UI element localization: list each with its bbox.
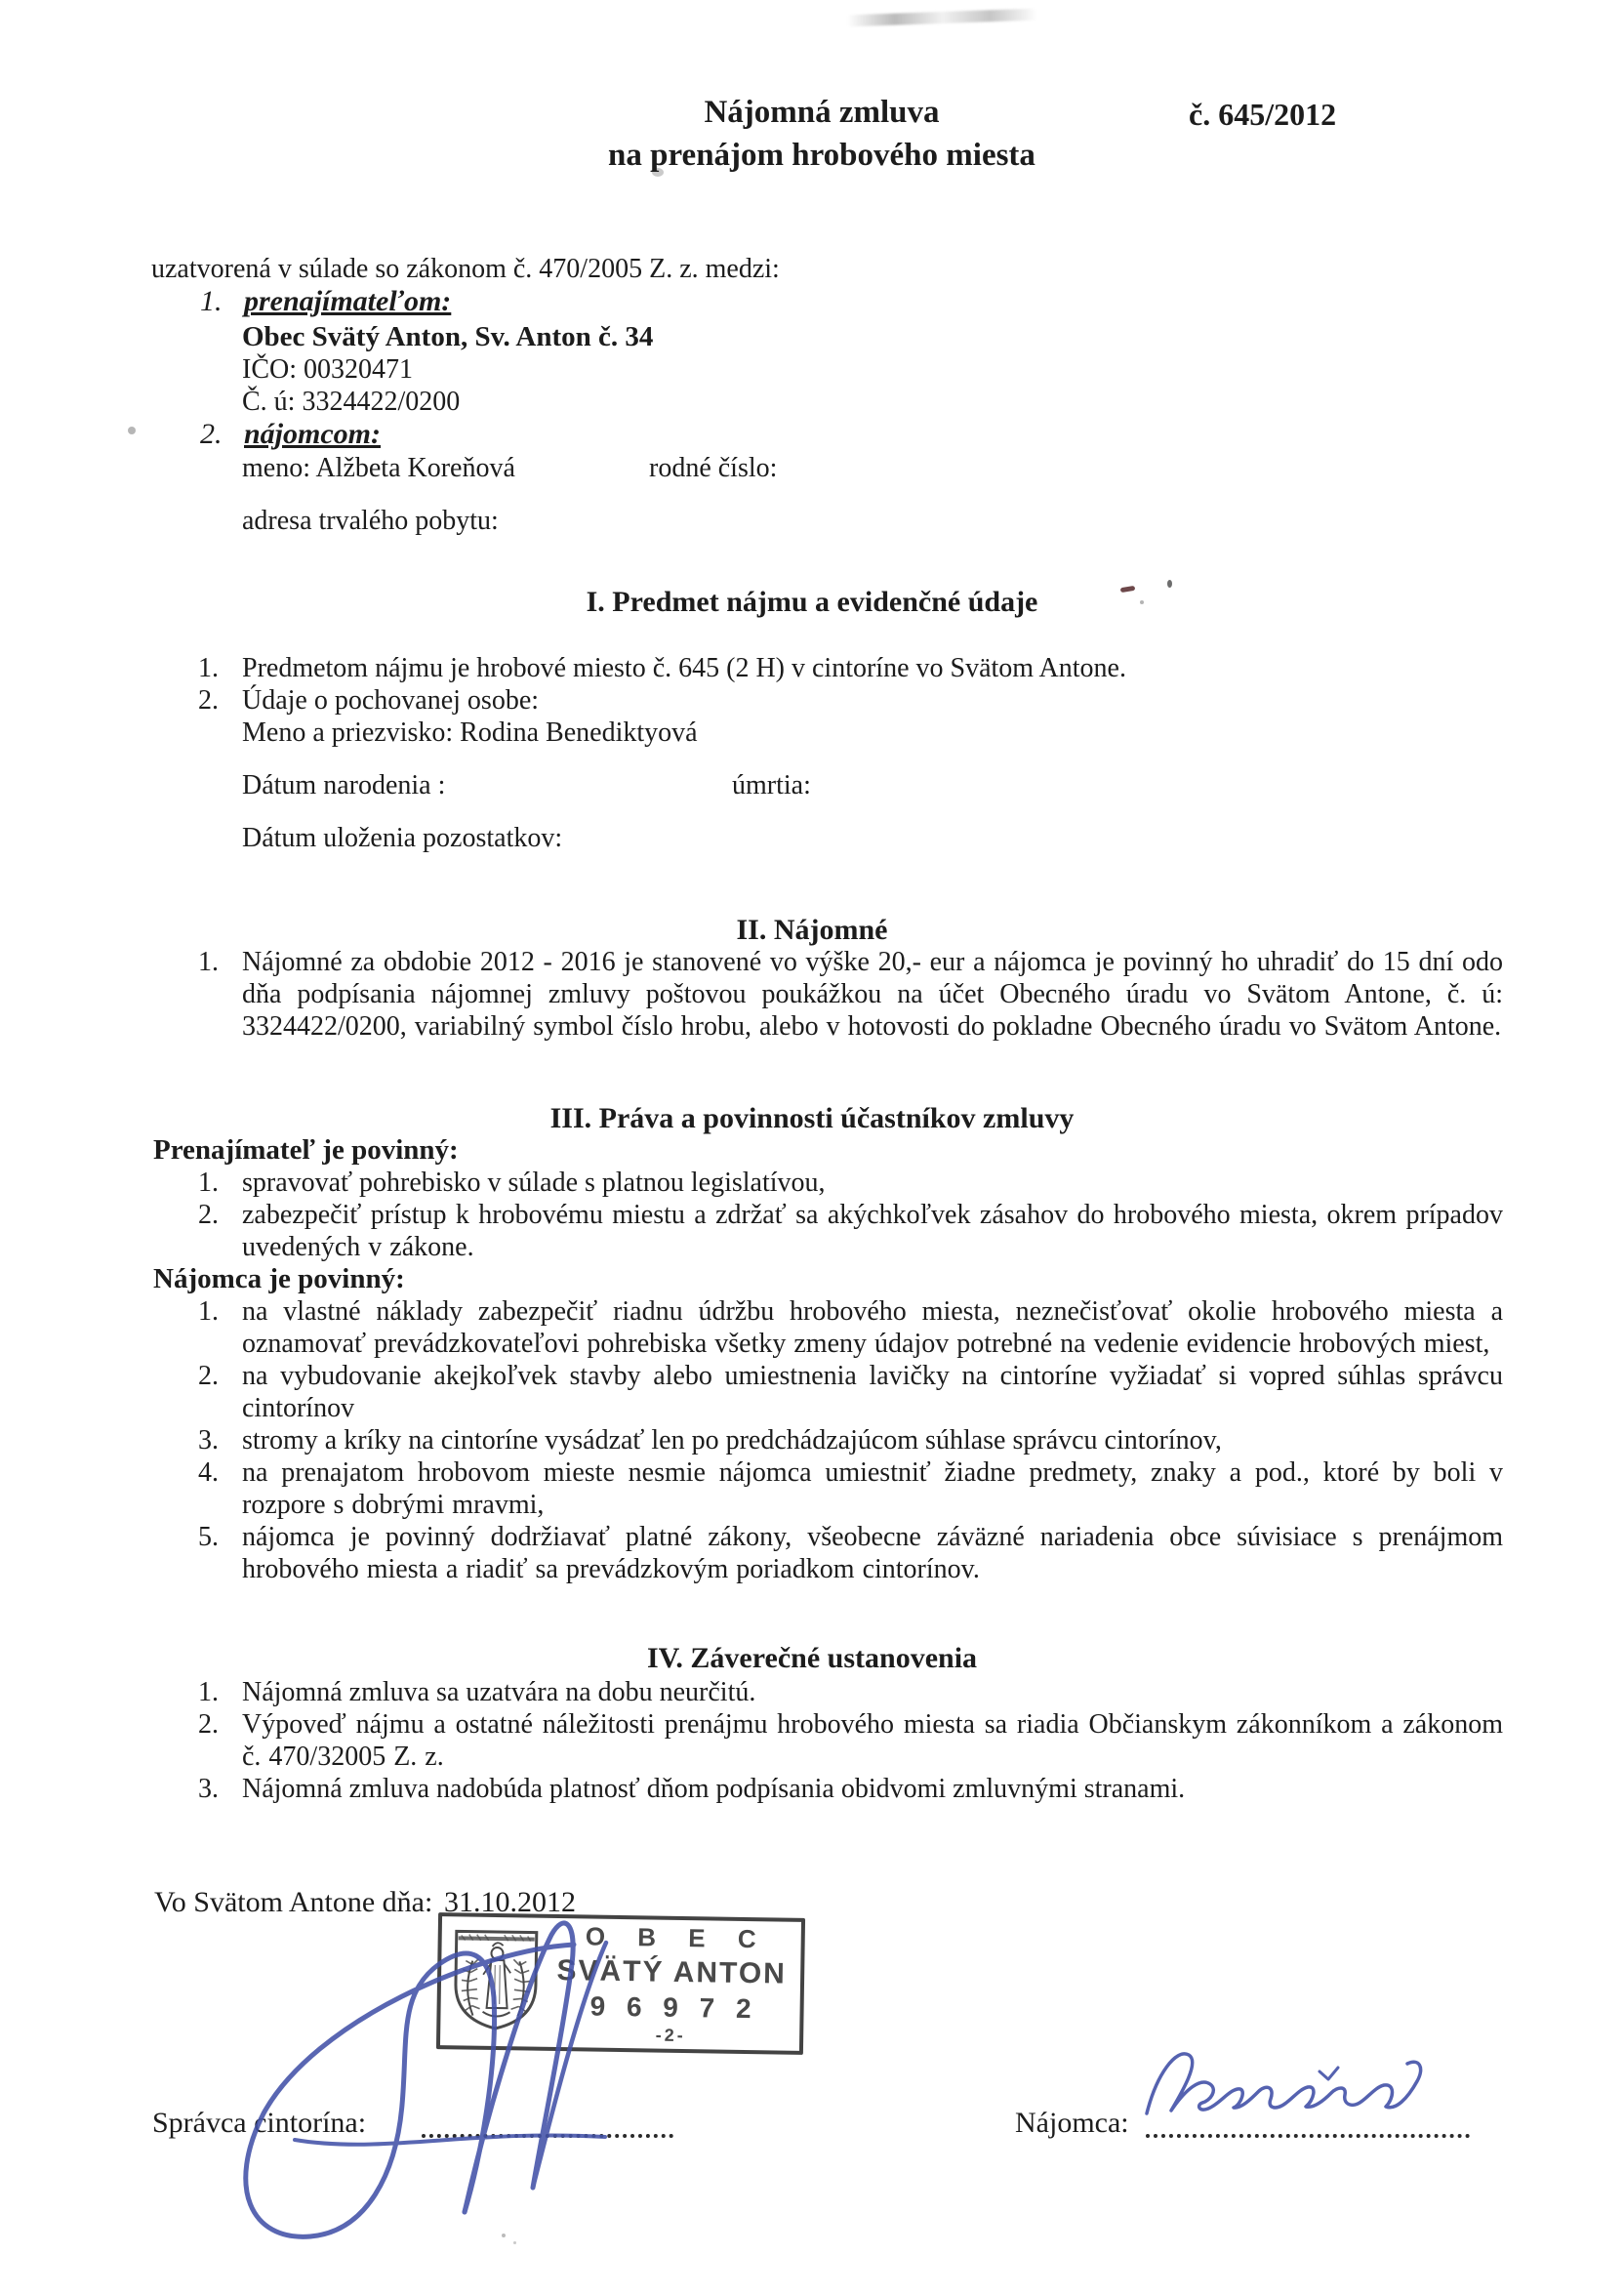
- section1-title: I. Predmet nájmu a evidenčné údaje: [586, 586, 1038, 618]
- birth-date-label: Dátum narodenia :: [242, 770, 446, 800]
- party1-account: Č. ú: 3324422/0200: [242, 387, 461, 417]
- list-text: Nájomné za obdobie 2012 - 2016 je stanovené vo výške 20,- eur a nájomca je povinný ho uhradiť do 15 dní odo dňa podpísania nájomnej zmluvy poštovou poukážkou na účet Obecného úradu vo Svätom Antone, č. ú: 3324422/0200, variabilný symbol číslo hrobu, alebo v hotovosti do pokladne Obecného úradu vo Svätom Antone.: [242, 947, 1503, 1042]
- list-item: [198, 1424, 1503, 1456]
- list-text: Nájomná zmluva sa uzatvára na dobu neurčitú.: [242, 1677, 756, 1707]
- list-item: [198, 1708, 1503, 1773]
- list-text: nájomca je povinný dodržiavať platné zákony, všeobecne záväzné nariadenia obce súvisiace s prenájmom hrobového miesta a riadiť sa prevádzkovým poriadkom cintorínov.: [242, 1522, 1503, 1584]
- cemetery-admin-signature-label: Správca cintorína:: [152, 2107, 367, 2139]
- preamble: uzatvorená v súlade so zákonom č. 470/2005 Z. z. medzi:: [151, 254, 780, 284]
- list-text: na vlastné náklady zabezpečiť riadnu údržbu hrobového miesta, neznečisťovať okolie hrobového miesta a oznamovať prevádzkovateľovi pohrebiska všetky zmeny údajov potrebné na vedenie evidencie hrobových miest,: [242, 1296, 1503, 1359]
- list-item: [198, 1295, 1503, 1360]
- list-text: Nájomná zmluva nadobúda platnosť dňom podpísania obidvomi zmluvnými stranami.: [242, 1774, 1186, 1804]
- list-number: 2.: [198, 1361, 219, 1391]
- party2-number: 2.: [200, 418, 223, 450]
- landlord-obligations-heading: Prenajímateľ je povinný:: [153, 1134, 459, 1166]
- list-number: 3.: [198, 1425, 219, 1456]
- list-item: [198, 1521, 1503, 1585]
- list-item: [198, 1456, 1503, 1521]
- list-item: [198, 946, 1503, 1043]
- list-text: stromy a kríky na cintoríne vysádzať len po predchádzajúcom súhlase správcu cintorínov,: [242, 1425, 1222, 1456]
- list-item: [198, 1199, 1503, 1263]
- party1-name: Obec Svätý Anton, Sv. Anton č. 34: [242, 321, 654, 352]
- list-text: na prenajatom hrobovom mieste nesmie nájomca umiestniť žiadne predmety, znaky a pod., ktoré by boli v rozpore s dobrými mravmi,: [242, 1457, 1503, 1520]
- party2-birth-number-label: rodné číslo:: [649, 453, 778, 483]
- party2-role-label: nájomcom:: [244, 418, 381, 450]
- scan-speck: [502, 2234, 506, 2237]
- list-number: 2.: [198, 1200, 219, 1230]
- scan-speck: [513, 2241, 516, 2244]
- tenant-handwritten-signature: [1132, 2030, 1444, 2138]
- list-number: 4.: [198, 1457, 219, 1488]
- place-date-label: Vo Svätom Antone dňa:: [154, 1886, 433, 1918]
- scan-smudge: [847, 9, 1037, 27]
- party1-ico: IČO: 00320471: [242, 354, 413, 385]
- tenant-signature-label: Nájomca:: [1015, 2107, 1129, 2139]
- list-number: 1.: [198, 1168, 219, 1198]
- list-text: na vybudovanie akejkoľvek stavby alebo umiestnenia lavičky na cintoríne vyžiadať si vopred súhlas správcu cintorínov: [242, 1361, 1503, 1423]
- list-item: [198, 1167, 1503, 1199]
- list-number: 5.: [198, 1522, 219, 1552]
- page-title-line2: na prenájom hrobového miesta: [608, 138, 1035, 173]
- section2-title: II. Nájomné: [736, 914, 888, 946]
- stamp-text: [542, 1923, 801, 2046]
- list-text: Údaje o pochovanej osobe:: [242, 685, 540, 716]
- list-item: [198, 1360, 1503, 1424]
- list-number: 3.: [198, 1774, 219, 1804]
- party2-address-label: adresa trvalého pobytu:: [242, 506, 499, 536]
- list-text: zabezpečiť prístup k hrobovému miestu a zdržať sa akýchkoľvek zásahov do hrobového miesta, okrem prípadov uvedených v zákone.: [242, 1200, 1503, 1262]
- party1-role-label: prenajímateľom:: [244, 285, 452, 317]
- list-number: 1.: [198, 653, 219, 683]
- list-number: 2.: [198, 685, 219, 716]
- list-number: 1.: [198, 1677, 219, 1707]
- section3-title: III. Práva a povinnosti účastníkov zmluvy: [549, 1102, 1075, 1134]
- signature-dotted-line: [1146, 2128, 1470, 2138]
- page-title-line1: Nájomná zmluva: [704, 95, 940, 130]
- date-value: 31.10.2012: [444, 1886, 576, 1918]
- section4-title: IV. Záverečné ustanovenia: [646, 1642, 978, 1674]
- party1-number: 1.: [200, 285, 223, 317]
- list-text: Výpoveď nájmu a ostatné náležitosti prenájmu hrobového miesta sa riadia Občianskym zákonníkom a zákonom č. 470/32005 Z. z.: [242, 1709, 1503, 1772]
- list-item: [198, 1773, 1503, 1805]
- contract-number: č. 645/2012: [1189, 97, 1337, 132]
- burial-date-label: Dátum uloženia pozostatkov:: [242, 823, 563, 853]
- party2-name-label: meno: Alžbeta Koreňová: [242, 453, 515, 483]
- list-item: [198, 652, 1503, 684]
- municipality-stamp: [436, 1912, 805, 2055]
- buried-person-name: Meno a priezvisko: Rodina Benediktyová: [242, 718, 698, 748]
- list-text: Predmetom nájmu je hrobové miesto č. 645 (2 H) v cintoríne vo Svätom Antone.: [242, 653, 1126, 683]
- list-item: [198, 1676, 1503, 1708]
- scan-speck: [128, 427, 136, 434]
- list-number: 1.: [198, 1296, 219, 1327]
- tenant-obligations-heading: Nájomca je povinný:: [153, 1263, 405, 1294]
- signature-dotted-line: [422, 2128, 673, 2138]
- stamp-line3: 9 6 9 7 2: [589, 1990, 758, 2025]
- death-date-label: úmrtia:: [732, 770, 811, 800]
- stamp-line2: SVÄTÝ ANTON: [556, 1953, 788, 1990]
- stamp-line4: -2-: [655, 2025, 686, 2046]
- list-item: [198, 684, 1503, 717]
- list-text: spravovať pohrebisko v súlade s platnou legislatívou,: [242, 1168, 826, 1198]
- list-number: 2.: [198, 1709, 219, 1740]
- list-number: 1.: [198, 947, 219, 977]
- coat-of-arms-icon: [448, 1927, 544, 2035]
- stamp-line1: O B E C: [585, 1921, 769, 1954]
